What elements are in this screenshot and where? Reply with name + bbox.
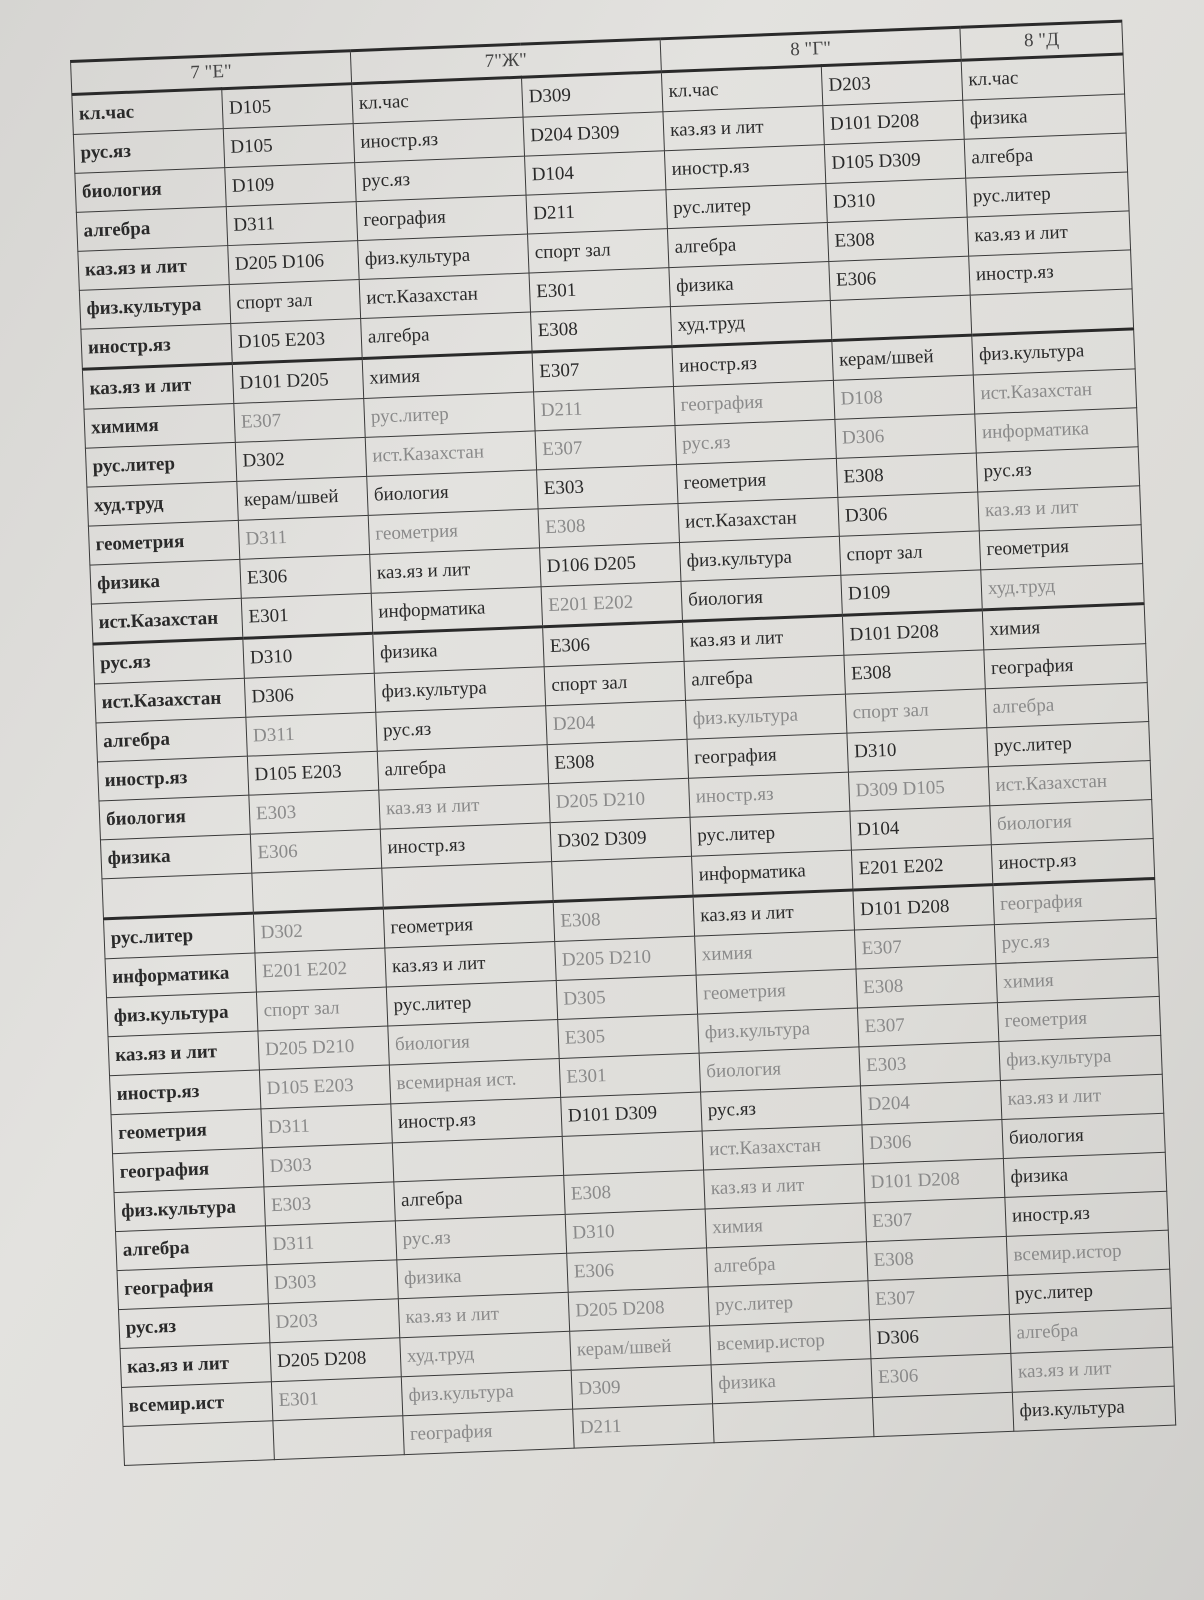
room-cell: D205 D106 [228,241,359,285]
lesson-cell: биология [1002,1113,1165,1158]
lesson-cell: кл.час [352,77,523,123]
room-cell: D203 [268,1299,399,1343]
room-cell: E307 [854,925,995,969]
lesson-cell: каз.яз и лит [398,1292,569,1337]
subject-cell: рус.яз [93,638,244,684]
room-cell: D309 D105 [848,767,989,811]
room-cell: D211 [573,1404,714,1448]
room-cell: E201 E202 [541,581,682,626]
lesson-cell: ист.Казахстан [365,431,536,476]
lesson-cell: физика [397,1253,568,1298]
lesson-cell: биология [388,1019,559,1064]
room-cell: D106 D205 [540,542,681,586]
subject-cell: биология [99,795,250,840]
room-cell: D306 [862,1120,1003,1164]
subject-cell: информатика [105,953,256,998]
lesson-cell: иностр.яз [391,1097,562,1142]
lesson-cell: химия [982,604,1145,650]
room-cell: D311 [226,202,357,246]
room-cell: D309 [521,72,662,117]
room-cell: D205 D210 [258,1026,389,1070]
room-cell: E308 [564,1170,705,1214]
subject-cell: иностр.яз [97,756,248,801]
room-cell [830,295,971,340]
subject-cell: геометрия [111,1109,262,1154]
schedule-table [70,20,1176,1466]
room-cell: E306 [543,621,684,666]
lesson-cell: физ.культура [358,234,529,279]
room-cell: спорт зал [845,689,986,733]
subject-cell [123,1421,274,1466]
lesson-cell: рус.литер [966,172,1129,217]
lesson-cell: алгебра [707,1242,868,1287]
lesson-cell: география [984,644,1147,689]
class-header-7e: 7 "Е" [71,51,352,95]
lesson-cell: рус.литер [364,392,535,437]
subject-cell: худ.труд [87,481,238,526]
subject-cell: география [117,1265,268,1310]
lesson-cell: алгебра [377,745,548,790]
lesson-cell: иностр.яз [1005,1191,1168,1236]
room-cell: E308 [553,896,694,941]
lesson-cell: информатика [975,408,1138,453]
lesson-cell: рус.литер [690,811,851,856]
room-cell: D306 [838,492,979,536]
room-cell: спорт зал [544,661,685,705]
lesson-cell: алгебра [684,655,845,700]
room-cell: D205 D208 [568,1287,709,1331]
subject-cell: рус.яз [119,1304,270,1349]
lesson-cell: всемир.истор [1006,1230,1169,1275]
room-cell: E307 [234,398,365,442]
lesson-cell: каз.яз и лит [683,615,844,661]
room-cell: E303 [537,465,678,509]
room-cell: E308 [538,503,679,547]
room-cell: E308 [836,453,977,497]
room-cell: E201 E202 [255,948,386,992]
lesson-cell: география [356,195,527,240]
room-cell: D105 E203 [231,319,362,364]
lesson-cell: физика [373,627,544,673]
lesson-cell: всемир.истор [710,1320,871,1365]
lesson-cell: алгебра [394,1175,565,1220]
lesson-cell: алгебра [964,133,1127,178]
subject-cell: кл.час [72,89,223,135]
room-cell: D104 [525,151,666,195]
lesson-cell: география [993,878,1156,924]
lesson-cell: каз.яз и лит [385,942,556,987]
lesson-cell: физика [963,94,1126,139]
lesson-cell: физ.культура [679,536,840,581]
lesson-cell: алгебра [985,683,1148,728]
lesson-cell: физ.культура [686,694,847,739]
lesson-cell: геометрия [979,525,1142,570]
subject-cell: биология [75,168,226,213]
room-cell: D310 [243,633,374,678]
room-cell: E303 [264,1182,395,1226]
room-cell: D310 [826,178,967,222]
room-cell: D204 [546,700,687,744]
lesson-cell: рус.литер [1008,1269,1171,1314]
room-cell: E307 [532,347,673,392]
lesson-cell [392,1136,563,1181]
room-cell: D101 D208 [853,885,994,930]
schedule-sheet [70,20,1176,1466]
subject-cell: иностр.яз [81,324,232,370]
room-cell: D302 [235,437,366,481]
lesson-cell: физика [669,262,830,307]
subject-cell: геометрия [88,520,239,565]
room-cell: E308 [844,650,985,694]
lesson-cell: биология [699,1047,860,1092]
subject-cell: ист.Казахстан [94,678,245,723]
schedule-body [72,54,1176,1465]
room-cell: E301 [559,1053,700,1097]
lesson-cell: физ.культура [401,1370,572,1415]
room-cell: D105 E203 [247,751,378,795]
lesson-cell: ист.Казахстан [359,273,530,318]
lesson-cell: рус.яз [701,1086,862,1131]
room-cell: E308 [547,739,688,783]
room-cell: D105 [222,84,353,129]
subject-cell: рус.яз [73,129,224,174]
room-cell: D101 D208 [842,610,983,655]
lesson-cell: кл.час [961,54,1124,100]
room-cell: D211 [534,387,675,431]
lesson-cell: физ.культура [999,1035,1162,1080]
room-cell [273,1416,404,1460]
room-cell: D310 [847,728,988,772]
lesson-cell: география [403,1409,574,1454]
lesson-cell: информатика [371,587,542,633]
room-cell: E308 [866,1236,1007,1280]
lesson-cell: алгебра [667,223,828,268]
lesson-cell: иностр.яз [353,117,524,162]
lesson-cell: рус.яз [976,447,1139,492]
room-cell: E305 [558,1014,699,1058]
subject-cell: физика [100,834,251,879]
room-cell: спорт зал [229,280,360,324]
room-cell: D205 D210 [555,936,696,980]
room-cell: D101 D208 [863,1158,1004,1202]
lesson-cell: ист.Казахстан [988,761,1151,806]
lesson-cell: физика [711,1359,872,1404]
lesson-cell: рус.яз [675,419,836,464]
lesson-cell: алгебра [361,312,532,358]
lesson-cell: каз.яз и лит [693,890,854,936]
subject-cell: каз.яз и лит [82,363,233,409]
room-cell: E306 [567,1248,708,1292]
room-cell [872,1392,1013,1436]
room-cell: керам/швей [237,476,368,520]
lesson-cell: ист.Казахстан [702,1125,863,1170]
room-cell: E307 [865,1197,1006,1241]
lesson-cell: рус.литер [987,722,1150,767]
lesson-cell: рус.яз [355,156,526,201]
room-cell: D211 [526,190,667,234]
room-cell: D109 [225,163,356,207]
room-cell: D105 E203 [259,1065,390,1109]
room-cell: E306 [240,554,371,598]
room-cell: D303 [262,1143,393,1187]
lesson-cell: биология [990,800,1153,845]
room-cell: D306 [869,1314,1010,1358]
subject-cell: иностр.яз [110,1070,261,1115]
lesson-cell: каз.яз и лит [967,211,1130,256]
subject-cell: каз.яз и лит [120,1343,271,1388]
room-cell: D104 [850,806,991,850]
lesson-cell: всемирная ист. [389,1058,560,1103]
lesson-cell: рус.яз [994,918,1157,963]
room-cell: D204 D309 [523,112,664,156]
lesson-cell: физика [1003,1152,1166,1197]
lesson-cell: геометрия [997,996,1160,1041]
subject-cell: рус.литер [85,442,236,487]
lesson-cell: каз.яз и лит [704,1164,865,1209]
class-header-7zh: 7"Ж" [350,39,661,84]
room-cell: E307 [857,1003,998,1047]
lesson-cell: физ.культура [374,667,545,712]
room-cell: D205 D210 [549,778,690,822]
lesson-cell: каз.яз и лит [1011,1347,1174,1392]
lesson-cell: химия [695,930,856,975]
lesson-cell: худ.труд [670,300,831,346]
lesson-cell: иностр.яз [380,823,551,868]
room-cell: D306 [835,414,976,458]
room-cell: D306 [244,673,375,717]
lesson-cell: физ.культура [698,1008,859,1053]
lesson-cell: геометрия [696,969,857,1014]
lesson-cell: иностр.яз [664,145,825,190]
lesson-cell: химия [362,352,533,398]
lesson-cell: химия [705,1203,866,1248]
room-cell: D302 [253,908,384,953]
room-cell: керам/швей [570,1326,711,1370]
subject-cell: каз.яз и лит [108,1031,259,1076]
room-cell: спорт зал [256,987,387,1031]
room-cell: D311 [265,1221,396,1265]
lesson-cell: кл.час [661,66,822,112]
room-cell: D311 [246,712,377,756]
room-cell: D311 [238,515,369,559]
lesson-cell: иностр.яз [991,838,1154,884]
lesson-cell: каз.яз и лит [370,548,541,593]
lesson-cell: физ.культура [1012,1386,1175,1431]
room-cell: E301 [241,593,372,638]
room-cell: E306 [871,1353,1012,1397]
lesson-cell: иностр.яз [689,772,850,817]
subject-cell: физ.культура [114,1187,265,1232]
lesson-cell: физ.культура [972,329,1135,375]
room-cell: E307 [535,426,676,470]
lesson-cell: худ.труд [981,564,1144,610]
lesson-cell: ист.Казахстан [678,497,839,542]
room-cell: керам/швей [832,335,973,380]
room-cell: E307 [868,1275,1009,1319]
lesson-cell: алгебра [1009,1308,1172,1353]
room-cell: E308 [856,964,997,1008]
room-cell: D109 [841,570,982,615]
lesson-cell: геометрия [676,458,837,503]
lesson-cell: геометрия [368,509,539,554]
lesson-cell: география [687,733,848,778]
room-cell: D302 D309 [550,817,691,861]
lesson-cell: каз.яз и лит [978,486,1141,531]
room-cell [552,856,693,901]
room-cell: E306 [250,829,381,873]
class-header-8d: 8 "Д [960,21,1123,60]
room-cell: D204 [860,1081,1001,1125]
lesson-cell: биология [367,470,538,515]
subject-cell: география [113,1148,264,1193]
lesson-cell [970,289,1133,335]
room-cell [562,1131,703,1175]
class-header-8g: 8 "Г" [660,27,961,71]
room-cell: D101 D309 [561,1092,702,1136]
lesson-cell [713,1398,874,1443]
lesson-cell: рус.яз [376,706,547,751]
lesson-cell: каз.яз и лит [663,106,824,151]
room-cell: D303 [267,1260,398,1304]
room-cell: D101 D205 [232,359,363,404]
room-cell: D105 [223,124,354,168]
lesson-cell: рус.литер [386,981,557,1026]
lesson-cell: геометрия [383,902,554,948]
lesson-cell [382,862,553,908]
subject-cell: физика [90,559,241,604]
room-cell: спорт зал [528,229,669,273]
room-cell: D310 [565,1209,706,1253]
room-cell: E308 [827,217,968,261]
subject-cell: алгебра [76,207,227,252]
room-cell: E201 E202 [851,845,992,890]
lesson-cell: химия [996,957,1159,1002]
room-cell: D105 D309 [824,139,965,183]
subject-cell: всемир.ист [121,1382,272,1427]
lesson-cell: каз.яз и лит [1000,1074,1163,1119]
subject-cell: каз.яз и лит [78,246,229,291]
lesson-cell: худ.труд [400,1331,571,1376]
room-cell: спорт зал [839,531,980,575]
lesson-cell: рус.литер [708,1281,869,1326]
lesson-cell: информатика [692,850,853,896]
subject-cell: физ.культура [107,992,258,1037]
room-cell: E303 [859,1042,1000,1086]
subject-cell: ист.Казахстан [91,598,242,644]
room-cell: E306 [829,256,970,300]
subject-cell: алгебра [96,717,247,762]
subject-cell: рус.литер [103,913,254,959]
room-cell: D101 D208 [823,100,964,144]
lesson-cell: рус.яз [395,1214,566,1259]
room-cell: E303 [249,790,380,834]
lesson-cell: рус.литер [666,184,827,229]
room-cell: D305 [556,975,697,1019]
subject-cell: химимя [84,403,235,448]
room-cell: E308 [531,307,672,352]
room-cell [252,868,383,913]
lesson-cell: география [673,380,834,425]
lesson-cell: биология [681,575,842,621]
lesson-cell: иностр.яз [969,250,1132,295]
lesson-cell: ист.Казахстан [973,369,1136,414]
subject-cell [102,873,253,919]
lesson-cell: иностр.яз [672,340,833,386]
room-cell: D309 [571,1365,712,1409]
subject-cell: физ.культура [79,285,230,330]
subject-cell: алгебра [116,1226,267,1271]
room-cell: D108 [833,375,974,419]
room-cell: D203 [821,60,962,105]
room-cell: E301 [271,1377,402,1421]
lesson-cell: каз.яз и лит [379,784,550,829]
room-cell: D311 [261,1104,392,1148]
room-cell: E301 [529,268,670,312]
room-cell: D205 D208 [270,1338,401,1382]
